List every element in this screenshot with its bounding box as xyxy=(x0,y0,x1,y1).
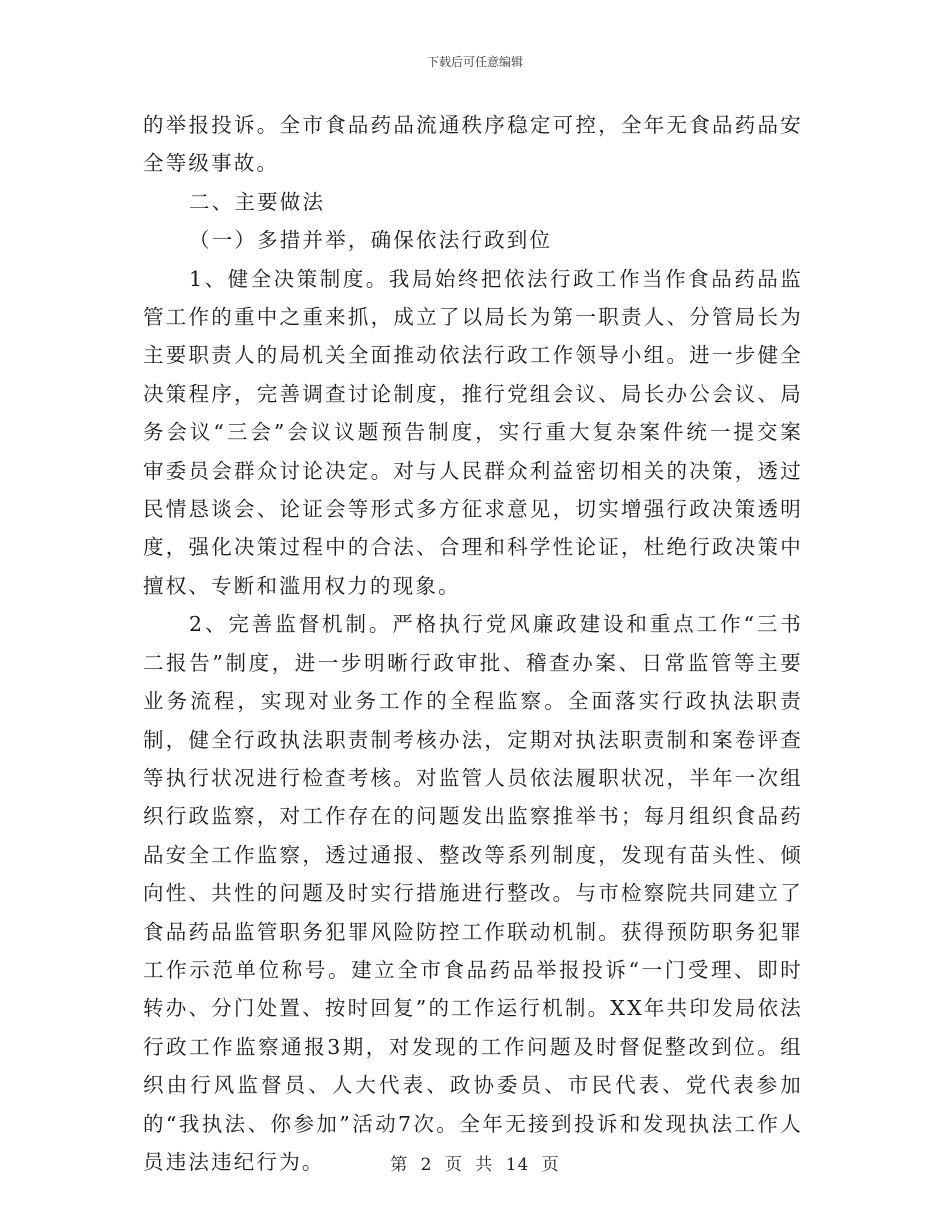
paragraph-continuation: 的举报投诉。全市食品药品流通秩序稳定可控，全年无食品药品安全等级事故。 xyxy=(143,113,803,176)
header-note: 下载后可任意编辑 xyxy=(426,55,523,69)
subsection-heading: （一）多措并举，确保依法行政到位 xyxy=(189,228,553,253)
section-heading: 二、主要做法 xyxy=(189,189,326,214)
page-number: 第 2 页 共 14 页 xyxy=(390,1155,560,1175)
paragraph-supervision-mechanism: 2、完善监督机制。严格执行党风廉政建设和重点工作“三书二报告”制度，进一步明晰行政审批、稽查办案、日常监管等主要业务流程，实现对业务工作的全程监察。全面落实行政执法职责制，健全行政执法职责制考核办法，定期对执法职责制和案卷评查等执行状况进行检查考核。对监管人员依法履职状况，半年一次组织行政监察，对工作存在的问题发出监察推举书；每月组织食品药品安全工作监察，透过通报、整改等系列制度，发现有苗头性、倾向性、共性的问题及时实行措施进行整改。与市检察院共同建立了食品药品监管职务犯罪风险防控工作联动机制。获得预防职务犯罪工作示范单位称号。建立全市食品药品举报投诉“一门受理、即时转办、分门处置、按时回复”的工作运行机制。XX年共印发局依法行政工作监察通报3期，对发现的工作问题及时督促整改到位。组织由行风监督员、人大代表、政协委员、市民代表、党代表参加的“我执法、你参加”活动7次。全年无接到投诉和发现执法工作人员违法违纪行为。 xyxy=(143,612,803,1174)
document-body xyxy=(143,106,803,1181)
paragraph-decision-system: 1、健全决策制度。我局始终把依法行政工作当作食品药品监管工作的重中之重来抓，成立了以局长为第一职责人、分管局长为主要职责人的局机关全面推动依法行政工作领导小组。进一步健全决策程序，完善调查讨论制度，推行党组会议、局长办公会议、局务会议“三会”会议议题预告制度，实行重大复杂案件统一提交案审委员会群众讨论决定。对与人民群众利益密切相关的决策，透过民情恳谈会、论证会等形式多方征求意见，切实增强行政决策透明度，强化决策过程中的合法、合理和科学性论证，杜绝行政决策中擅权、专断和滥用权力的现象。 xyxy=(143,266,803,598)
